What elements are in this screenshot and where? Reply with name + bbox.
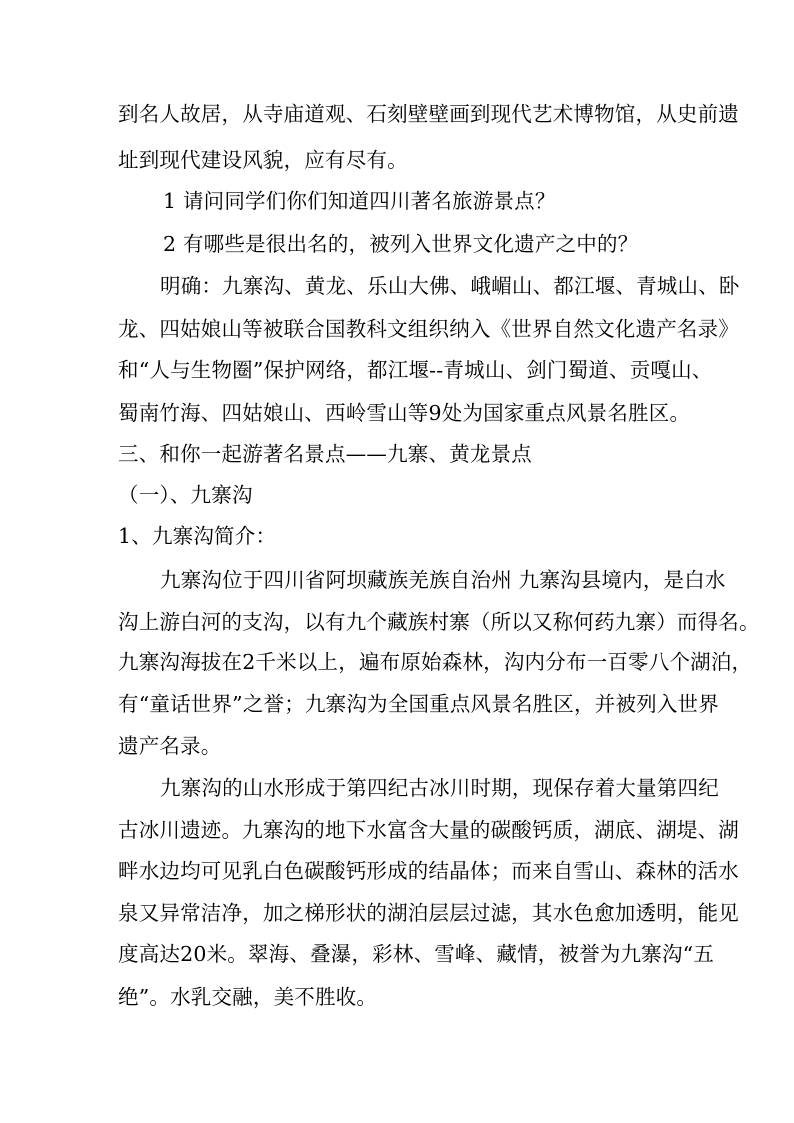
text-line: 和“人与生物圈”保护网络，都江堰--青城山、剑门蜀道、贡嘎山、 [118, 358, 713, 382]
text-line: 蜀南竹海、四姑娘山、西岭雪山等9处为国家重点风景名胜区。 [118, 401, 691, 425]
text-line: 泉又异常洁净，加之梯形状的湖泊层层过滤，其水色愈加透明，能见 [118, 901, 739, 925]
text-line: 畔水边均可见乳白色碳酸钙形成的结晶体；而来自雪山、森林的活水 [118, 859, 739, 883]
text-line: 度高达20米。翠海、叠瀑，彩林、雪峰、藏情，被誉为九寨沟“五 [118, 942, 715, 966]
text-line: 址到现代建设风貌，应有尽有。 [118, 148, 408, 172]
text-line: 明确：九寨沟、黄龙、乐山大佛、峨嵋山、都江堰、青城山、卧 [160, 274, 740, 298]
text-line: 到名人故居，从寺庙道观、石刻壁壁画到现代艺术博物馆，从史前遗 [118, 102, 739, 126]
text-line: 九寨沟的山水形成于第四纪古冰川时期，现保存着大量第四纪 [160, 776, 719, 800]
text-line: 九寨沟海拔在2千米以上，遍布原始森林，沟内分布一百零八个湖泊， [118, 650, 753, 674]
text-line: 有“童话世界”之誉；九寨沟为全国重点风景名胜区，并被列入世界 [118, 692, 719, 716]
question-item: 1 请问同学们你们知道四川著名旅游景点？ [163, 189, 556, 213]
question-item: 2 有哪些是很出名的，被列入世界文化遗产之中的？ [163, 232, 639, 256]
text-line: 遗产名录。 [118, 734, 222, 758]
section-heading: 三、和你一起游著名景点——九寨、黄龙景点 [118, 442, 532, 466]
subsection-heading: （一）、九寨沟 [118, 483, 253, 507]
subsection-heading: 1、九寨沟简介： [118, 524, 277, 548]
text-line: 沟上游白河的支沟，以有九个藏族村寨（所以又称何药九寨）而得名。 [118, 610, 760, 634]
text-line: 绝”。水乳交融，美不胜收。 [118, 985, 378, 1009]
text-line: 古冰川遗迹。九寨沟的地下水富含大量的碳酸钙质，湖底、湖堤、湖 [118, 818, 739, 842]
text-line: 九寨沟位于四川省阿坝藏族羌族自治州 九寨沟县境内，是白水 [160, 568, 726, 592]
text-line: 龙、四姑娘山等被联合国教科文组织纳入《世界自然文化遗产名录》 [118, 317, 739, 341]
